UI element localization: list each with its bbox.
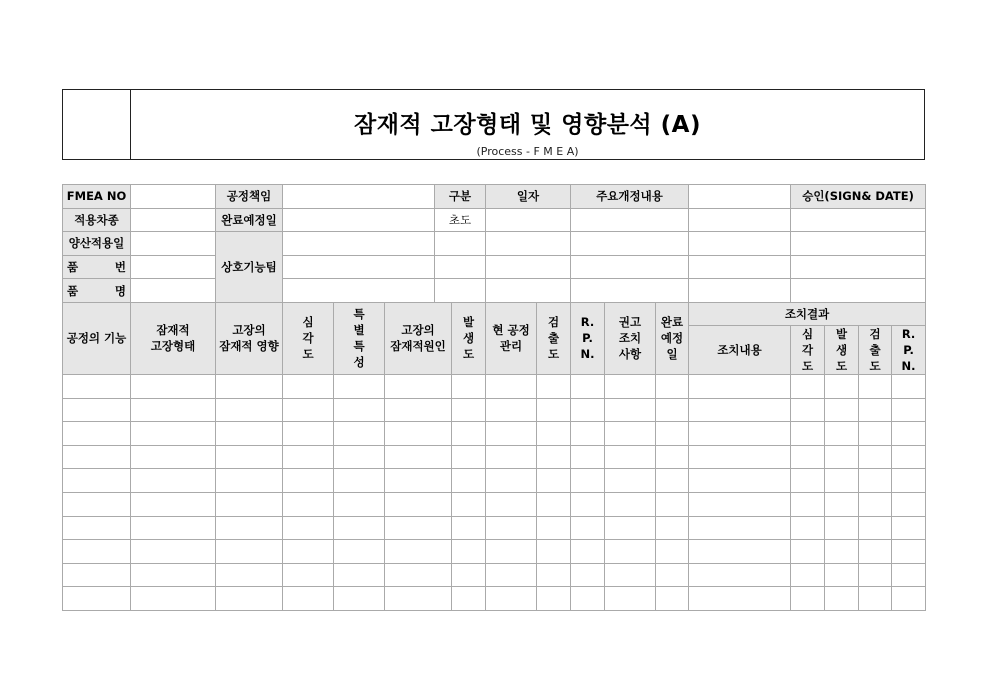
table-cell[interactable]: [892, 422, 926, 446]
table-cell[interactable]: [605, 540, 656, 564]
table-cell[interactable]: [825, 563, 859, 587]
label-team: 상호기능팀: [216, 232, 283, 303]
table-cell[interactable]: [486, 492, 537, 516]
table-cell[interactable]: [689, 422, 791, 446]
table-cell[interactable]: [216, 469, 283, 493]
table-cell[interactable]: [605, 563, 656, 587]
table-cell[interactable]: [892, 516, 926, 540]
table-cell[interactable]: [131, 422, 216, 446]
approval-field[interactable]: [791, 255, 926, 279]
table-cell[interactable]: [571, 445, 605, 469]
table-cell[interactable]: [537, 469, 571, 493]
table-cell[interactable]: [825, 398, 859, 422]
table-cell[interactable]: [334, 469, 385, 493]
table-cell[interactable]: [656, 587, 689, 611]
due-field[interactable]: [283, 208, 435, 232]
table-cell[interactable]: [216, 422, 283, 446]
table-cell[interactable]: [892, 540, 926, 564]
table-cell[interactable]: [656, 398, 689, 422]
table-cell[interactable]: [605, 469, 656, 493]
table-cell[interactable]: [859, 445, 892, 469]
table-cell[interactable]: [216, 516, 283, 540]
table-cell[interactable]: [385, 422, 452, 446]
table-cell[interactable]: [571, 540, 605, 564]
table-cell[interactable]: [571, 492, 605, 516]
table-cell[interactable]: [791, 492, 825, 516]
table-cell[interactable]: [486, 563, 537, 587]
table-cell[interactable]: [283, 374, 334, 398]
table-cell[interactable]: [283, 492, 334, 516]
label-approval: 승인(SIGN& DATE): [791, 185, 926, 209]
col-cause: 고장의 잠재적원인: [385, 302, 452, 374]
table-cell[interactable]: [825, 516, 859, 540]
label-mass-production: 양산적용일: [63, 232, 131, 256]
col-control: 현 공정 관리: [486, 302, 537, 374]
table-cell[interactable]: [385, 587, 452, 611]
table-cell[interactable]: [689, 492, 791, 516]
table-cell[interactable]: [892, 563, 926, 587]
gubun-field[interactable]: [435, 232, 486, 256]
table-cell[interactable]: [216, 398, 283, 422]
table-cell[interactable]: [537, 516, 571, 540]
date-field[interactable]: [486, 279, 571, 303]
col-result: 조치결과: [689, 302, 926, 325]
table-row: [63, 492, 926, 516]
table-cell[interactable]: [283, 469, 334, 493]
date-field[interactable]: [486, 255, 571, 279]
revision-field[interactable]: [571, 208, 689, 232]
date-field[interactable]: [486, 208, 571, 232]
table-cell[interactable]: [131, 516, 216, 540]
blank-cell[interactable]: [689, 185, 791, 209]
table-cell[interactable]: [656, 492, 689, 516]
fmea-no-field[interactable]: [131, 185, 216, 209]
table-row: [63, 516, 926, 540]
table-cell[interactable]: [486, 469, 537, 493]
table-cell[interactable]: [605, 398, 656, 422]
table-cell[interactable]: [859, 374, 892, 398]
label-gubun: 구분: [435, 185, 486, 209]
table-cell[interactable]: [334, 587, 385, 611]
table-cell[interactable]: [656, 540, 689, 564]
table-cell[interactable]: [385, 445, 452, 469]
table-cell[interactable]: [689, 374, 791, 398]
table-cell[interactable]: [452, 374, 486, 398]
table-cell[interactable]: [825, 445, 859, 469]
table-cell[interactable]: [334, 445, 385, 469]
table-cell[interactable]: [537, 398, 571, 422]
title-box: [62, 89, 925, 160]
table-cell[interactable]: [537, 374, 571, 398]
blank-cell[interactable]: [689, 232, 791, 256]
table-row: [63, 398, 926, 422]
table-cell[interactable]: [859, 516, 892, 540]
fmea-table: [62, 184, 926, 611]
label-due: 완료예정일: [216, 208, 283, 232]
table-cell[interactable]: [283, 587, 334, 611]
table-cell[interactable]: [385, 374, 452, 398]
col-rpn: R. P. N.: [571, 302, 605, 374]
approval-field[interactable]: [791, 208, 926, 232]
table-cell[interactable]: [571, 563, 605, 587]
part-no-field[interactable]: [131, 255, 216, 279]
logo-cell: [63, 90, 131, 159]
table-cell[interactable]: [892, 445, 926, 469]
col-result-action: 조치내용: [689, 325, 791, 374]
table-cell[interactable]: [605, 492, 656, 516]
table-cell[interactable]: [216, 445, 283, 469]
table-cell[interactable]: [537, 445, 571, 469]
table-cell[interactable]: [216, 374, 283, 398]
table-cell[interactable]: [791, 469, 825, 493]
table-cell[interactable]: [537, 587, 571, 611]
table-cell[interactable]: [486, 422, 537, 446]
table-cell[interactable]: [63, 516, 131, 540]
table-cell[interactable]: [892, 492, 926, 516]
table-cell[interactable]: [385, 469, 452, 493]
col-action: 권고 조치 사항: [605, 302, 656, 374]
table-cell[interactable]: [283, 516, 334, 540]
table-cell[interactable]: [791, 374, 825, 398]
table-cell[interactable]: [571, 516, 605, 540]
label-date: 일자: [486, 185, 571, 209]
table-cell[interactable]: [605, 516, 656, 540]
table-cell[interactable]: [689, 563, 791, 587]
table-cell[interactable]: [791, 540, 825, 564]
gubun-field[interactable]: [435, 279, 486, 303]
table-cell[interactable]: [605, 445, 656, 469]
table-cell[interactable]: [825, 374, 859, 398]
table-cell[interactable]: [334, 492, 385, 516]
table-cell[interactable]: [452, 563, 486, 587]
blank-cell[interactable]: [689, 208, 791, 232]
col-failure-mode: 잠재적 고장형태: [131, 302, 216, 374]
table-cell[interactable]: [791, 398, 825, 422]
table-cell[interactable]: [605, 374, 656, 398]
label-part-no: 품 번: [63, 255, 131, 279]
table-cell[interactable]: [859, 422, 892, 446]
col-special: 특 별 특 성: [334, 302, 385, 374]
table-cell[interactable]: [689, 445, 791, 469]
table-cell[interactable]: [452, 587, 486, 611]
table-row: [63, 422, 926, 446]
table-cell[interactable]: [131, 374, 216, 398]
label-fmea-no: FMEA NO: [63, 185, 131, 209]
table-cell[interactable]: [791, 587, 825, 611]
team-field[interactable]: [283, 279, 435, 303]
col-result-rpn: R. P. N.: [892, 325, 926, 374]
table-cell[interactable]: [283, 563, 334, 587]
part-name-field[interactable]: [131, 279, 216, 303]
table-cell[interactable]: [283, 398, 334, 422]
table-cell[interactable]: [892, 587, 926, 611]
date-field[interactable]: [486, 232, 571, 256]
table-cell[interactable]: [131, 540, 216, 564]
col-severity: 심 각 도: [283, 302, 334, 374]
table-cell[interactable]: [334, 540, 385, 564]
table-cell[interactable]: [571, 469, 605, 493]
table-cell[interactable]: [571, 374, 605, 398]
table-cell[interactable]: [656, 469, 689, 493]
table-cell[interactable]: [334, 398, 385, 422]
gubun-field[interactable]: [435, 255, 486, 279]
table-cell[interactable]: [63, 422, 131, 446]
table-cell[interactable]: [283, 422, 334, 446]
table-cell[interactable]: [452, 540, 486, 564]
approval-field[interactable]: [791, 232, 926, 256]
mass-production-field[interactable]: [131, 232, 216, 256]
table-row: [63, 445, 926, 469]
table-cell[interactable]: [452, 445, 486, 469]
table-cell[interactable]: [537, 492, 571, 516]
table-cell[interactable]: [791, 422, 825, 446]
col-result-severity: 심 각 도: [791, 325, 825, 374]
table-cell[interactable]: [63, 374, 131, 398]
table-cell[interactable]: [283, 445, 334, 469]
table-cell[interactable]: [63, 398, 131, 422]
table-cell[interactable]: [63, 445, 131, 469]
table-row: [63, 540, 926, 564]
label-vehicle: 적용차종: [63, 208, 131, 232]
approval-field[interactable]: [791, 279, 926, 303]
page-subtitle: (Process - F M E A): [476, 145, 579, 158]
table-cell[interactable]: [63, 540, 131, 564]
table-cell[interactable]: [825, 422, 859, 446]
team-field[interactable]: [283, 232, 435, 256]
table-cell[interactable]: [791, 516, 825, 540]
revision-field[interactable]: [571, 232, 689, 256]
table-cell[interactable]: [486, 374, 537, 398]
table-row: [63, 374, 926, 398]
table-cell[interactable]: [63, 563, 131, 587]
table-cell[interactable]: [283, 540, 334, 564]
table-cell[interactable]: [385, 516, 452, 540]
gubun-initial: 초도: [435, 208, 486, 232]
table-cell[interactable]: [656, 516, 689, 540]
revision-field[interactable]: [571, 279, 689, 303]
col-result-detection: 검 출 도: [859, 325, 892, 374]
table-cell[interactable]: [656, 422, 689, 446]
table-cell[interactable]: [216, 540, 283, 564]
table-cell[interactable]: [334, 374, 385, 398]
col-result-occurrence: 발 생 도: [825, 325, 859, 374]
table-cell[interactable]: [131, 398, 216, 422]
table-row: [63, 587, 926, 611]
table-cell[interactable]: [334, 516, 385, 540]
blank-cell[interactable]: [689, 279, 791, 303]
table-cell[interactable]: [791, 445, 825, 469]
label-revision: 주요개정내용: [571, 185, 689, 209]
table-cell[interactable]: [216, 563, 283, 587]
table-cell[interactable]: [334, 422, 385, 446]
table-cell[interactable]: [859, 587, 892, 611]
table-cell[interactable]: [689, 469, 791, 493]
table-cell[interactable]: [689, 398, 791, 422]
table-cell[interactable]: [63, 469, 131, 493]
table-cell[interactable]: [791, 563, 825, 587]
table-cell[interactable]: [689, 540, 791, 564]
table-cell[interactable]: [452, 422, 486, 446]
table-cell[interactable]: [216, 587, 283, 611]
table-cell[interactable]: [486, 445, 537, 469]
table-cell[interactable]: [537, 540, 571, 564]
table-cell[interactable]: [486, 587, 537, 611]
table-cell[interactable]: [486, 516, 537, 540]
blank-cell[interactable]: [689, 255, 791, 279]
table-cell[interactable]: [892, 469, 926, 493]
table-cell[interactable]: [656, 374, 689, 398]
table-row: [63, 469, 926, 493]
table-cell[interactable]: [689, 516, 791, 540]
table-cell[interactable]: [131, 445, 216, 469]
table-cell[interactable]: [452, 469, 486, 493]
table-cell[interactable]: [689, 587, 791, 611]
table-cell[interactable]: [571, 587, 605, 611]
table-cell[interactable]: [131, 469, 216, 493]
table-cell[interactable]: [859, 492, 892, 516]
col-occurrence: 발 생 도: [452, 302, 486, 374]
table-cell[interactable]: [825, 469, 859, 493]
table-cell[interactable]: [486, 398, 537, 422]
table-cell[interactable]: [537, 422, 571, 446]
col-function: 공정의 기능: [63, 302, 131, 374]
table-cell[interactable]: [486, 540, 537, 564]
table-cell[interactable]: [571, 398, 605, 422]
label-owner: 공정책임: [216, 185, 283, 209]
table-cell[interactable]: [131, 587, 216, 611]
table-cell[interactable]: [859, 540, 892, 564]
page-title: 잠재적 고장형태 및 영향분석 (A): [354, 112, 701, 138]
table-cell[interactable]: [892, 398, 926, 422]
label-part-name: 품 명: [63, 279, 131, 303]
table-cell[interactable]: [385, 398, 452, 422]
table-cell[interactable]: [859, 398, 892, 422]
table-cell[interactable]: [334, 563, 385, 587]
table-cell[interactable]: [825, 492, 859, 516]
table-cell[interactable]: [385, 492, 452, 516]
table-cell[interactable]: [452, 492, 486, 516]
table-cell[interactable]: [216, 492, 283, 516]
table-cell[interactable]: [452, 516, 486, 540]
table-cell[interactable]: [63, 492, 131, 516]
table-cell[interactable]: [63, 587, 131, 611]
owner-field[interactable]: [283, 185, 435, 209]
table-cell[interactable]: [656, 563, 689, 587]
col-due: 완료 예정 일: [656, 302, 689, 374]
table-cell[interactable]: [385, 563, 452, 587]
table-cell[interactable]: [656, 445, 689, 469]
table-cell[interactable]: [605, 422, 656, 446]
table-cell[interactable]: [892, 374, 926, 398]
table-cell[interactable]: [605, 587, 656, 611]
col-effect: 고장의 잠재적 영향: [216, 302, 283, 374]
table-row: [63, 563, 926, 587]
table-cell[interactable]: [825, 540, 859, 564]
table-cell[interactable]: [825, 587, 859, 611]
table-cell[interactable]: [131, 563, 216, 587]
table-cell[interactable]: [571, 422, 605, 446]
table-cell[interactable]: [537, 563, 571, 587]
table-cell[interactable]: [452, 398, 486, 422]
vehicle-field[interactable]: [131, 208, 216, 232]
table-cell[interactable]: [859, 469, 892, 493]
table-cell[interactable]: [131, 492, 216, 516]
revision-field[interactable]: [571, 255, 689, 279]
table-cell[interactable]: [385, 540, 452, 564]
team-field[interactable]: [283, 255, 435, 279]
col-detection: 검 출 도: [537, 302, 571, 374]
table-cell[interactable]: [859, 563, 892, 587]
